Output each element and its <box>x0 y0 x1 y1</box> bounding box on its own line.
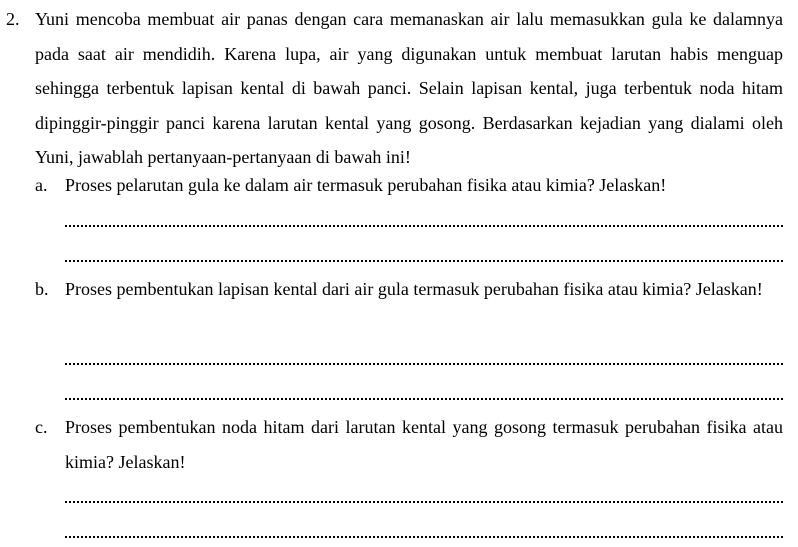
answer-line-a-2[interactable] <box>65 258 783 262</box>
subquestion-a-text: Proses pelarutan gula ke dalam air termasuk perubahan fisika atau kimia? Jelaskan! <box>65 175 667 195</box>
subquestion-b <box>35 272 783 307</box>
question-text: Yuni mencoba membuat air panas dengan cara memanaskan air lalu memasukkan gula ke dalamnya pada saat air mendidih. Karena lupa, air yang digunakan untuk membuat larutan habis menguap sehingga terbentuk lapisan kental di bawah panci. Selain lapisan kental, juga terbentuk noda hitam dipinggir-pinggir panci karena larutan kental yang gosong. Berdasarkan kejadian yang dialami oleh Yuni, jawablah pertanyaan-pertanyaan di bawah ini! <box>35 9 783 168</box>
subquestion-c-letter: c. <box>35 417 48 437</box>
subquestion-c <box>35 410 783 479</box>
answer-line-b-1[interactable] <box>65 361 783 365</box>
subquestion-c-text: Proses pembentukan noda hitam dari larutan kental yang gosong termasuk perubahan fisika atau kimia? Jelaskan! <box>65 417 783 472</box>
subquestion-b-text: Proses pembentukan lapisan kental dari air gula termasuk perubahan fisika atau kimia? Jelaskan! <box>65 279 763 299</box>
question-number: 2. <box>6 9 20 29</box>
answer-line-b-2[interactable] <box>65 396 783 400</box>
subquestion-a <box>35 168 783 203</box>
answer-line-a-1[interactable] <box>65 223 783 227</box>
answer-line-c-1[interactable] <box>65 499 783 503</box>
subquestion-b-letter: b. <box>35 279 49 299</box>
answer-line-c-2[interactable] <box>65 534 783 538</box>
subquestion-a-letter: a. <box>35 175 48 195</box>
